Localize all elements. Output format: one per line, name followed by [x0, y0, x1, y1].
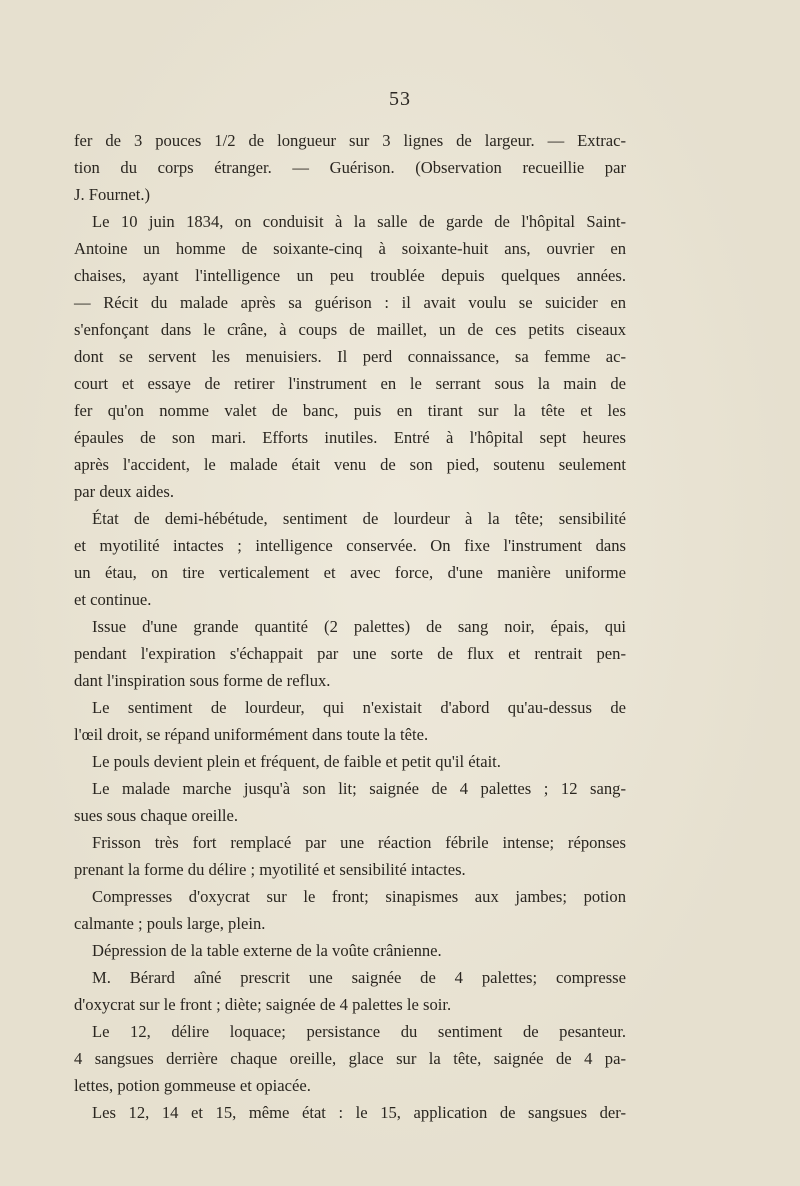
text-line: tion du corps étranger. — Guérison. (Observation recueillie par — [74, 158, 626, 177]
text-line: prenant la forme du délire ; myotilité et sensibilité intactes. — [74, 860, 466, 879]
text-line: épaules de son mari. Efforts inutiles. Entré à l'hôpital sept heures — [74, 428, 626, 447]
text-line: Le malade marche jusqu'à son lit; saignée de 4 palettes ; 12 sang- — [92, 779, 626, 798]
text-line: J. Fournet.) — [74, 185, 151, 204]
text-line: calmante ; pouls large, plein. — [74, 914, 266, 933]
text-line: dont se servent les menuisiers. Il perd connaissance, sa femme ac- — [74, 347, 626, 366]
text-line: Le sentiment de lourdeur, qui n'existait d'abord qu'au-dessus de — [92, 698, 626, 717]
text-line: pendant l'expiration s'échappait par une sorte de flux et rentrait pen- — [74, 644, 626, 663]
text-line: par deux aides. — [74, 482, 174, 501]
text-line: un étau, on tire verticalement et avec force, d'une manière uniforme — [74, 563, 626, 582]
body-text — [74, 127, 626, 1126]
text-line: Frisson très fort remplacé par une réaction fébrile intense; réponses — [92, 833, 626, 852]
text-line: et continue. — [74, 590, 152, 609]
text-line: Les 12, 14 et 15, même état : le 15, application de sangsues der- — [92, 1103, 626, 1122]
text-line: Le 10 juin 1834, on conduisit à la salle de garde de l'hôpital Saint- — [92, 212, 626, 231]
text-line: court et essaye de retirer l'instrument en le serrant sous la main de — [74, 374, 626, 393]
text-line: d'oxycrat sur le front ; diète; saignée de 4 palettes le soir. — [74, 995, 452, 1014]
text-line: — Récit du malade après sa guérison : il avait voulu se suicider en — [74, 293, 626, 312]
text-line: Le pouls devient plein et fréquent, de faible et petit qu'il était. — [92, 752, 501, 771]
text-line: sues sous chaque oreille. — [74, 806, 239, 825]
text-line: Antoine un homme de soixante-cinq à soixante-huit ans, ouvrier en — [74, 239, 626, 258]
text-line: dant l'inspiration sous forme de reflux. — [74, 671, 331, 690]
text-line: fer qu'on nomme valet de banc, puis en tirant sur la tête et les — [74, 401, 626, 420]
text-line: fer de 3 pouces 1/2 de longueur sur 3 lignes de largeur. — Extrac- — [74, 131, 626, 150]
text-line: Le 12, délire loquace; persistance du sentiment de pesanteur. — [92, 1022, 626, 1041]
text-line: Compresses d'oxycrat sur le front; sinapismes aux jambes; potion — [92, 887, 626, 906]
text-line: s'enfonçant dans le crâne, à coups de maillet, un de ces petits ciseaux — [74, 320, 626, 339]
text-line: après l'accident, le malade était venu de son pied, soutenu seulement — [74, 455, 626, 474]
text-line: M. Bérard aîné prescrit une saignée de 4 palettes; compresse — [92, 968, 626, 987]
text-line: lettes, potion gommeuse et opiacée. — [74, 1076, 311, 1095]
text-line: et myotilité intactes ; intelligence conservée. On fixe l'instrument dans — [74, 536, 626, 555]
text-line: chaises, ayant l'intelligence un peu troublée depuis quelques années. — [74, 266, 626, 285]
text-line: l'œil droit, se répand uniformément dans toute la tête. — [74, 725, 429, 744]
page-number: 53 — [389, 88, 411, 110]
text-line: Dépression de la table externe de la voûte crânienne. — [92, 941, 442, 960]
text-line: 4 sangsues derrière chaque oreille, glace sur la tête, saignée de 4 pa- — [74, 1049, 626, 1068]
text-line: Issue d'une grande quantité (2 palettes) de sang noir, épais, qui — [92, 617, 626, 636]
text-line: État de demi-hébétude, sentiment de lourdeur à la tête; sensibilité — [92, 509, 626, 528]
